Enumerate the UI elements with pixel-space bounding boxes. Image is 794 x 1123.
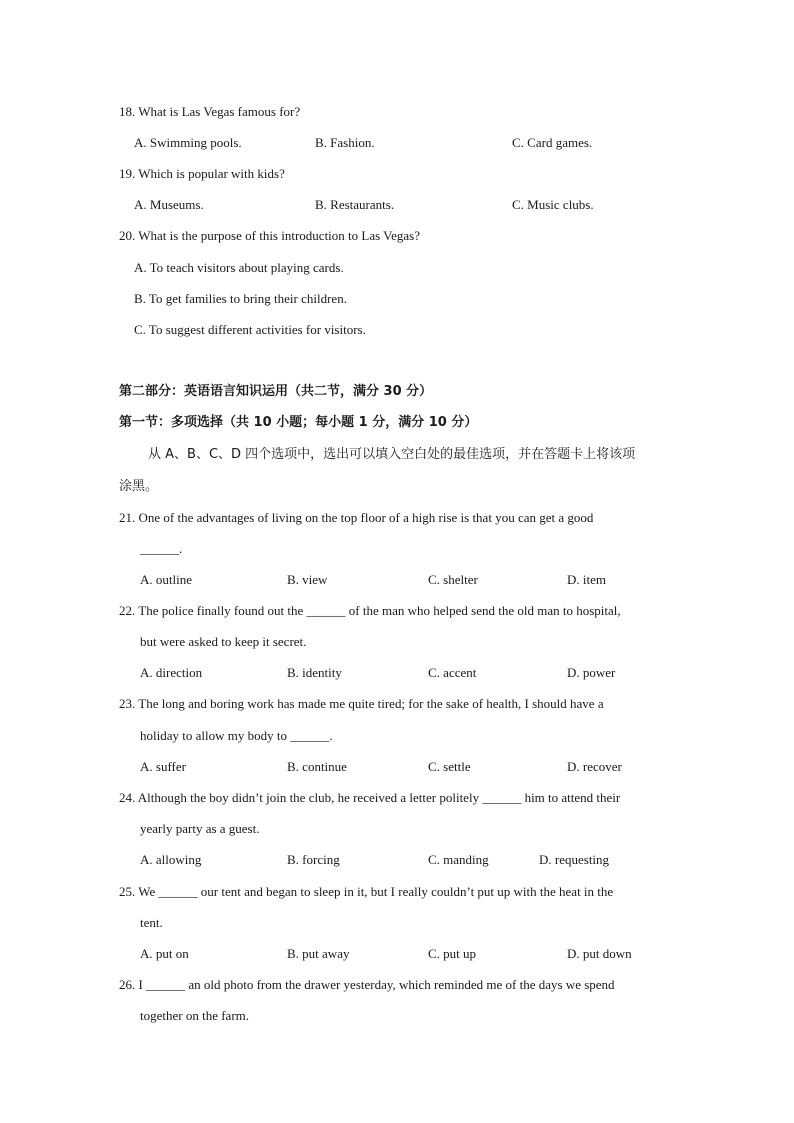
q18-option-c: C. Card games. (512, 135, 593, 150)
instruction-line1: 从 A、B、C、D 四个选项中，选出可以填入空白处的最佳选项，并在答题卡上将该项 (148, 447, 636, 462)
q20-option-a: A. To teach visitors about playing cards. (134, 260, 344, 275)
q25-option-a: A. put on (140, 946, 189, 961)
q23-option-a: A. suffer (140, 759, 186, 774)
q19-stem: 19. Which is popular with kids? (119, 166, 285, 181)
q23-option-b: B. continue (287, 759, 347, 774)
q21-option-a: A. outline (140, 572, 192, 587)
q22-option-a: A. direction (140, 665, 203, 680)
q21-option-c: C. shelter (428, 572, 478, 587)
part2-heading: 第二部分：英语语言知识运用（共二节，满分 30 分） (119, 384, 433, 399)
q24-stem-line2: yearly party as a guest. (140, 821, 260, 836)
q23-stem-line1: 23. The long and boring work has made me quite tired; for the sake of health, I should have a (119, 696, 604, 711)
q25-option-c: C. put up (428, 946, 477, 961)
q22-option-d: D. power (567, 665, 616, 680)
q24-stem-line1: 24. Although the boy didn’t join the club, he received a letter politely ______ him to attend their (119, 790, 621, 805)
q19-option-c: C. Music clubs. (512, 197, 594, 212)
q21-option-d: D. item (567, 572, 606, 587)
q20-stem: 20. What is the purpose of this introduction to Las Vegas? (119, 228, 420, 243)
q23-stem-line2: holiday to allow my body to ______. (140, 728, 333, 743)
q26-stem-line2: together on the farm. (140, 1008, 250, 1023)
q23-option-c: C. settle (428, 759, 471, 774)
section1-heading: 第一节：多项选择（共 10 小题；每小题 1 分，满分 10 分） (119, 415, 478, 430)
instruction-line2: 涂黑。 (119, 479, 159, 494)
q20-option-c: C. To suggest different activities for visitors. (134, 322, 366, 337)
q22-option-c: C. accent (428, 665, 477, 680)
q25-option-d: D. put down (567, 946, 632, 961)
q22-option-b: B. identity (287, 665, 342, 680)
q24-option-d: D. requesting (539, 852, 610, 867)
q19-option-a: A. Museums. (134, 197, 204, 212)
q19-option-b: B. Restaurants. (315, 197, 395, 212)
q22-stem-line2: but were asked to keep it secret. (140, 634, 307, 649)
q26-stem-line1: 26. I ______ an old photo from the drawer yesterday, which reminded me of the days we spend (119, 977, 615, 992)
q24-option-a: A. allowing (140, 852, 202, 867)
q21-stem-line1: 21. One of the advantages of living on the top floor of a high rise is that you can get a good (119, 510, 594, 525)
q25-stem-line1: 25. We ______ our tent and began to sleep in it, but I really couldn’t put up with the heat in the (119, 884, 614, 899)
q18-option-a: A. Swimming pools. (134, 135, 242, 150)
q23-option-d: D. recover (567, 759, 622, 774)
q20-option-b: B. To get families to bring their children. (134, 291, 347, 306)
q25-stem-line2: tent. (140, 915, 163, 930)
q21-option-b: B. view (287, 572, 328, 587)
q21-stem-line2: ______. (140, 541, 183, 556)
q18-stem: 18. What is Las Vegas famous for? (119, 104, 301, 119)
q22-stem-line1: 22. The police finally found out the ______ of the man who helped send the old man to hospital, (119, 603, 621, 618)
q24-option-c: C. manding (428, 852, 489, 867)
q24-option-b: B. forcing (287, 852, 340, 867)
q25-option-b: B. put away (287, 946, 350, 961)
q18-option-b: B. Fashion. (315, 135, 375, 150)
